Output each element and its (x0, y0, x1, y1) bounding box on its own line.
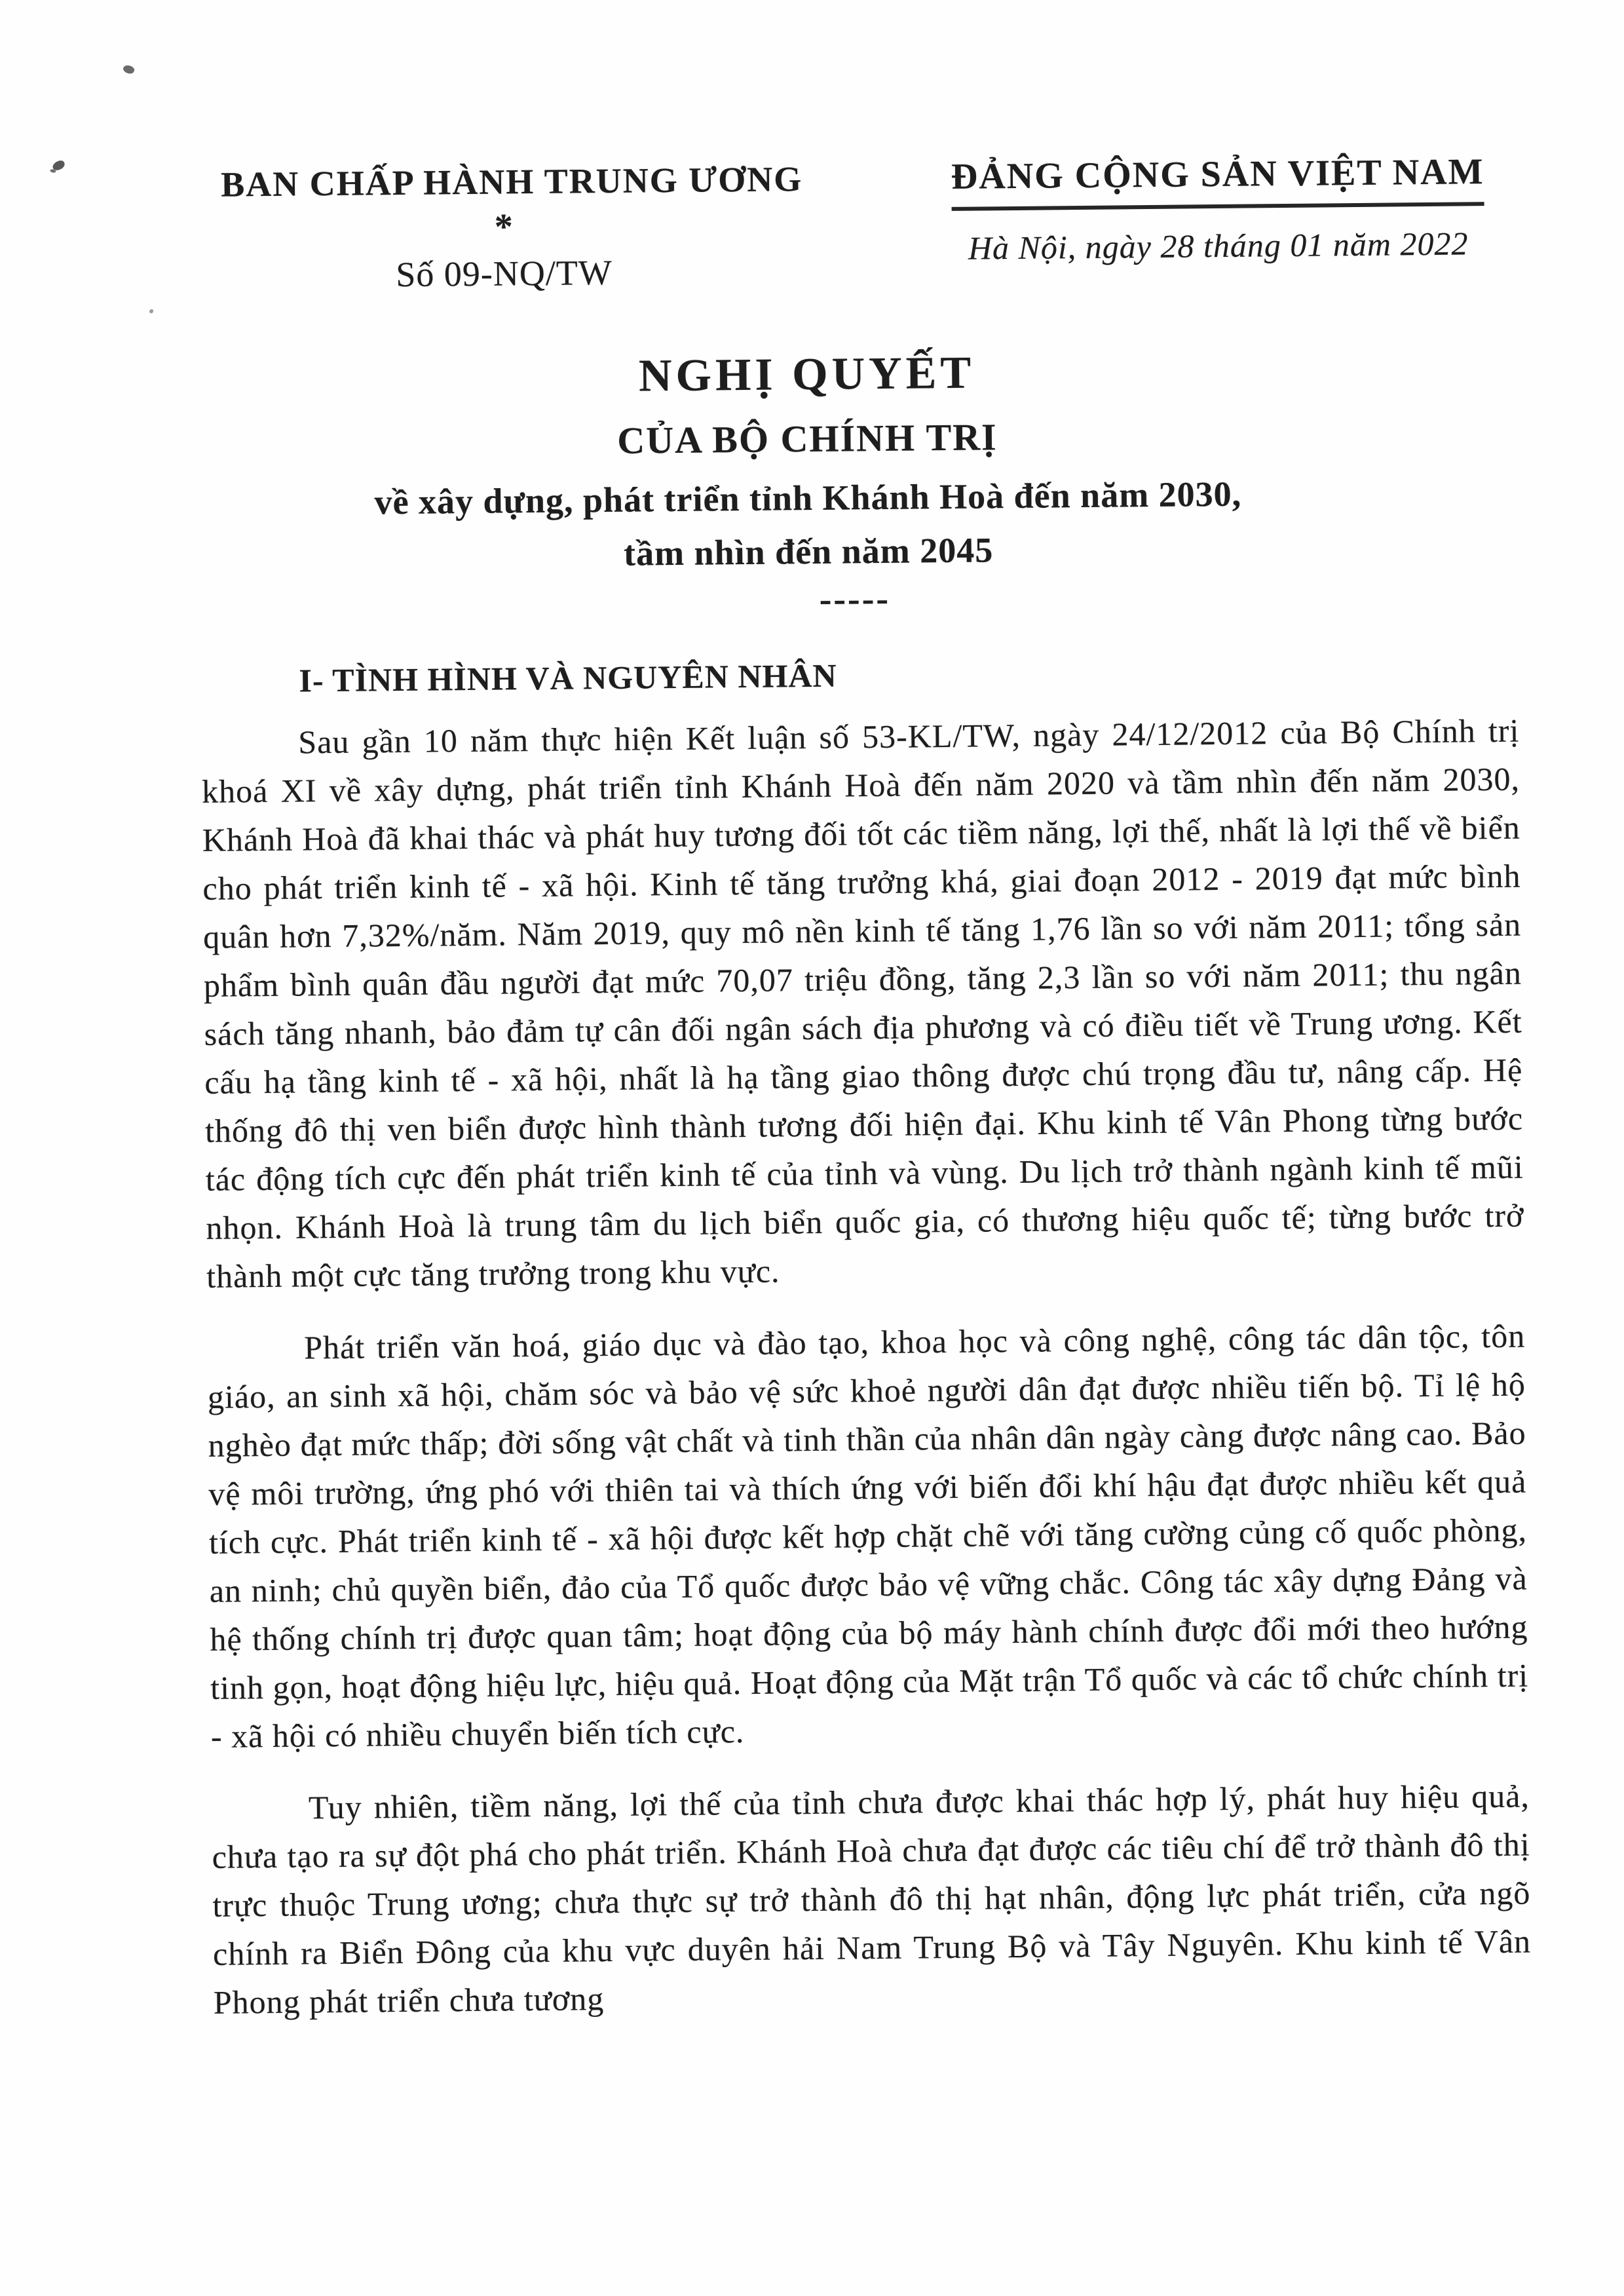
title-subject-line-2: tầm nhìn đến năm 2045 (623, 530, 994, 573)
section-heading-situation-and-causes: I- TÌNH HÌNH VÀ NGUYÊN NHÂN (299, 657, 837, 699)
body-paragraph-3: Tuy nhiên, tiềm năng, lợi thế của tỉnh chưa được khai thác hợp lý, phát huy hiệu quả, chưa tạo ra sự đột phá cho phát triển. Khánh Hoà chưa đạt được các tiêu chí để trở thành đô thị trực thuộc Trung ương; chưa thực sự trở thành đô thị hạt nhân, động lực phát triển, cửa ngõ chính ra Biển Đông của khu vực duyên hải Nam Trung Bộ và Tây Nguyên. Khu kinh tế Vân Phong phát triển chưa tương (212, 1777, 1532, 2021)
title-subject-line-1: về xây dựng, phát triển tỉnh Khánh Hoà đến năm 2030, (374, 474, 1242, 522)
title-separator-dashes: ----- (819, 578, 891, 620)
header-right-block (924, 151, 1512, 268)
org-star-separator: * (494, 206, 514, 248)
document-number: Số 09-NQ/TW (396, 252, 613, 295)
party-name: ĐẢNG CỘNG SẢN VIỆT NAM (951, 151, 1484, 211)
place-and-date: Hà Nội, ngày 28 tháng 01 năm 2022 (968, 225, 1469, 267)
title-issuer: CỦA BỘ CHÍNH TRỊ (616, 415, 998, 462)
body-paragraph-2: Phát triển văn hoá, giáo dục và đào tạo, khoa học và công nghệ, công tác dân tộc, tôn giáo, an sinh xã hội, chăm sóc và bảo vệ sức khoẻ người dân đạt được nhiều tiến bộ. Tỉ lệ hộ nghèo đạt mức thấp; đời sống vật chất và tinh thần của nhân dân ngày càng được nâng cao. Bảo vệ môi trường, ứng phó với thiên tai và thích ứng với biến đổi khí hậu đạt được nhiều kết quả tích cực. Phát triển kinh tế - xã hội được kết hợp chặt chẽ với tăng cường củng cố quốc phòng, an ninh; chủ quyền biển, đảo của Tổ quốc được bảo vệ vững chắc. Công tác xây dựng Đảng và hệ thống chính trị được quan tâm; hoạt động của bộ máy hành chính được đổi mới theo hướng tinh gọn, hoạt động hiệu lực, hiệu quả. Hoạt động của Mặt trận Tổ quốc và các tổ chức chính trị - xã hội có nhiều chuyển biến tích cực. (207, 1317, 1529, 1755)
body-text (201, 706, 1532, 2050)
document-type-title: NGHỊ QUYẾT (638, 347, 975, 402)
issuing-org-name: BAN CHẤP HÀNH TRUNG ƯƠNG (220, 159, 803, 204)
body-paragraph-1: Sau gần 10 năm thực hiện Kết luận số 53-KL/TW, ngày 24/12/2012 của Bộ Chính trị khoá XI về xây dựng, phát triển tỉnh Khánh Hoà đến năm 2020 và tầm nhìn đến năm 2030, Khánh Hoà đã khai thác và phát huy tương đối tốt các tiềm năng, lợi thế, nhất là lợi thế về biển cho phát triển kinh tế - xã hội. Kinh tế tăng trưởng khá, giai đoạn 2012 - 2019 đạt mức bình quân hơn 7,32%/năm. Năm 2019, quy mô nền kinh tế tăng 1,76 lần so với năm 2011; tổng sản phẩm bình quân đầu người đạt mức 70,07 triệu đồng, tăng 2,3 lần so với năm 2011; thu ngân sách tăng nhanh, bảo đảm tự cân đối ngân sách địa phương và có điều tiết về Trung ương. Kết cấu hạ tầng kinh tế - xã hội, nhất là hạ tầng giao thông được chú trọng đầu tư, nâng cấp. Hệ thống đô thị ven biển được hình thành tương đối hiện đại. Khu kinh tế Vân Phong từng bước tác động tích cực đến phát triển kinh tế của tỉnh và vùng. Du lịch trở thành ngành kinh tế mũi nhọn. Khánh Hoà là trung tâm du lịch biển quốc gia, có thương hiệu quốc tế; từng bước trở thành một cực tăng trưởng trong khu vực. (201, 712, 1524, 1295)
header-left-block (220, 159, 803, 296)
title-block (0, 341, 1621, 628)
